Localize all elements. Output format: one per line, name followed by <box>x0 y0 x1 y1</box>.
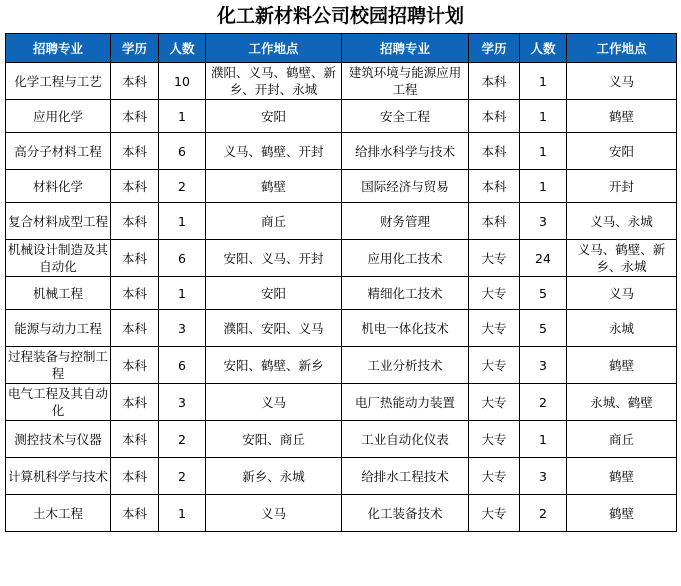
cell-location: 义马、鹤壁、开封 <box>206 133 342 170</box>
cell-degree: 大专 <box>469 384 520 421</box>
cell-degree: 大专 <box>469 310 520 347</box>
cell-location: 鹤壁 <box>567 347 677 384</box>
table-row <box>6 63 677 100</box>
cell-degree: 本科 <box>111 240 159 277</box>
cell-degree: 大专 <box>469 495 520 532</box>
cell-major: 能源与动力工程 <box>6 310 111 347</box>
cell-major: 电厂热能动力装置 <box>342 384 469 421</box>
cell-degree: 本科 <box>111 347 159 384</box>
cell-degree: 本科 <box>111 277 159 310</box>
cell-location: 义马、鹤壁、新乡、永城 <box>567 240 677 277</box>
cell-count: 5 <box>520 310 567 347</box>
table-row <box>6 421 677 458</box>
cell-major: 高分子材料工程 <box>6 133 111 170</box>
cell-major: 电气工程及其自动化 <box>6 384 111 421</box>
cell-count: 3 <box>520 347 567 384</box>
cell-location: 鹤壁 <box>567 458 677 495</box>
cell-major: 应用化工技术 <box>342 240 469 277</box>
table-row <box>6 495 677 532</box>
cell-location: 安阳 <box>206 277 342 310</box>
cell-degree: 本科 <box>111 495 159 532</box>
page-title: 化工新材料公司校园招聘计划 <box>216 5 464 27</box>
cell-degree: 本科 <box>111 203 159 240</box>
cell-location: 义马 <box>206 384 342 421</box>
cell-count: 24 <box>520 240 567 277</box>
cell-count: 1 <box>159 203 206 240</box>
header-location: 工作地点 <box>206 34 342 63</box>
cell-count: 1 <box>520 421 567 458</box>
cell-degree: 大专 <box>469 347 520 384</box>
cell-degree: 大专 <box>469 421 520 458</box>
cell-count: 3 <box>520 203 567 240</box>
cell-count: 2 <box>159 458 206 495</box>
cell-count: 2 <box>159 170 206 203</box>
cell-count: 1 <box>159 100 206 133</box>
cell-degree: 本科 <box>469 133 520 170</box>
cell-location: 永城、鹤壁 <box>567 384 677 421</box>
cell-location: 鹤壁 <box>567 100 677 133</box>
cell-location: 商丘 <box>567 421 677 458</box>
cell-degree: 本科 <box>111 170 159 203</box>
cell-count: 10 <box>159 63 206 100</box>
cell-major: 计算机科学与技术 <box>6 458 111 495</box>
cell-major: 给排水科学与技术 <box>342 133 469 170</box>
header-count: 人数 <box>159 34 206 63</box>
cell-major: 机电一体化技术 <box>342 310 469 347</box>
cell-degree: 本科 <box>469 203 520 240</box>
cell-degree: 本科 <box>111 421 159 458</box>
table-row <box>6 203 677 240</box>
cell-major: 安全工程 <box>342 100 469 133</box>
header-major: 招聘专业 <box>342 34 469 63</box>
cell-degree: 本科 <box>469 100 520 133</box>
cell-major: 工业自动化仪表 <box>342 421 469 458</box>
cell-degree: 本科 <box>469 63 520 100</box>
cell-degree: 本科 <box>469 170 520 203</box>
cell-location: 安阳 <box>567 133 677 170</box>
cell-location: 开封 <box>567 170 677 203</box>
cell-degree: 本科 <box>111 63 159 100</box>
cell-count: 6 <box>159 240 206 277</box>
cell-major: 复合材料成型工程 <box>6 203 111 240</box>
header-major: 招聘专业 <box>6 34 111 63</box>
cell-degree: 大专 <box>469 240 520 277</box>
cell-count: 6 <box>159 133 206 170</box>
cell-count: 2 <box>159 421 206 458</box>
cell-location: 永城 <box>567 310 677 347</box>
cell-count: 5 <box>520 277 567 310</box>
cell-major: 工业分析技术 <box>342 347 469 384</box>
cell-major: 土木工程 <box>6 495 111 532</box>
cell-count: 3 <box>159 310 206 347</box>
header-location: 工作地点 <box>567 34 677 63</box>
table-row <box>6 384 677 421</box>
cell-location: 安阳 <box>206 100 342 133</box>
cell-location: 义马 <box>206 495 342 532</box>
table-row <box>6 100 677 133</box>
cell-location: 义马 <box>567 277 677 310</box>
cell-major: 化工装备技术 <box>342 495 469 532</box>
cell-count: 3 <box>520 458 567 495</box>
cell-major: 建筑环境与能源应用工程 <box>342 63 469 100</box>
cell-degree: 本科 <box>111 310 159 347</box>
cell-location: 安阳、鹤壁、新乡 <box>206 347 342 384</box>
recruitment-table <box>5 33 677 532</box>
header-count: 人数 <box>520 34 567 63</box>
cell-major: 应用化学 <box>6 100 111 133</box>
cell-major: 测控技术与仪器 <box>6 421 111 458</box>
cell-count: 6 <box>159 347 206 384</box>
cell-location: 安阳、商丘 <box>206 421 342 458</box>
cell-location: 义马 <box>567 63 677 100</box>
cell-count: 1 <box>520 63 567 100</box>
cell-degree: 本科 <box>111 384 159 421</box>
cell-degree: 本科 <box>111 458 159 495</box>
cell-degree: 本科 <box>111 133 159 170</box>
table-row <box>6 277 677 310</box>
table-row <box>6 240 677 277</box>
cell-location: 濮阳、安阳、义马 <box>206 310 342 347</box>
table-row <box>6 458 677 495</box>
cell-count: 2 <box>520 495 567 532</box>
cell-location: 安阳、义马、开封 <box>206 240 342 277</box>
table-row <box>6 170 677 203</box>
cell-count: 2 <box>520 384 567 421</box>
cell-count: 1 <box>520 133 567 170</box>
table-row <box>6 347 677 384</box>
cell-location: 濮阳、义马、鹤壁、新乡、开封、永城 <box>206 63 342 100</box>
cell-major: 机械设计制造及其自动化 <box>6 240 111 277</box>
cell-count: 1 <box>520 170 567 203</box>
cell-count: 1 <box>159 277 206 310</box>
cell-location: 鹤壁 <box>206 170 342 203</box>
cell-major: 材料化学 <box>6 170 111 203</box>
cell-major: 国际经济与贸易 <box>342 170 469 203</box>
cell-major: 给排水工程技术 <box>342 458 469 495</box>
table-header-row <box>6 34 677 63</box>
cell-location: 新乡、永城 <box>206 458 342 495</box>
cell-degree: 大专 <box>469 458 520 495</box>
cell-location: 鹤壁 <box>567 495 677 532</box>
cell-major: 机械工程 <box>6 277 111 310</box>
table-row <box>6 310 677 347</box>
cell-major: 精细化工技术 <box>342 277 469 310</box>
table-row <box>6 133 677 170</box>
cell-count: 3 <box>159 384 206 421</box>
cell-major: 化学工程与工艺 <box>6 63 111 100</box>
cell-major: 过程装备与控制工程 <box>6 347 111 384</box>
cell-degree: 大专 <box>469 277 520 310</box>
cell-location: 义马、永城 <box>567 203 677 240</box>
cell-count: 1 <box>520 100 567 133</box>
cell-degree: 本科 <box>111 100 159 133</box>
cell-major: 财务管理 <box>342 203 469 240</box>
header-degree: 学历 <box>469 34 520 63</box>
cell-count: 1 <box>159 495 206 532</box>
cell-location: 商丘 <box>206 203 342 240</box>
header-degree: 学历 <box>111 34 159 63</box>
